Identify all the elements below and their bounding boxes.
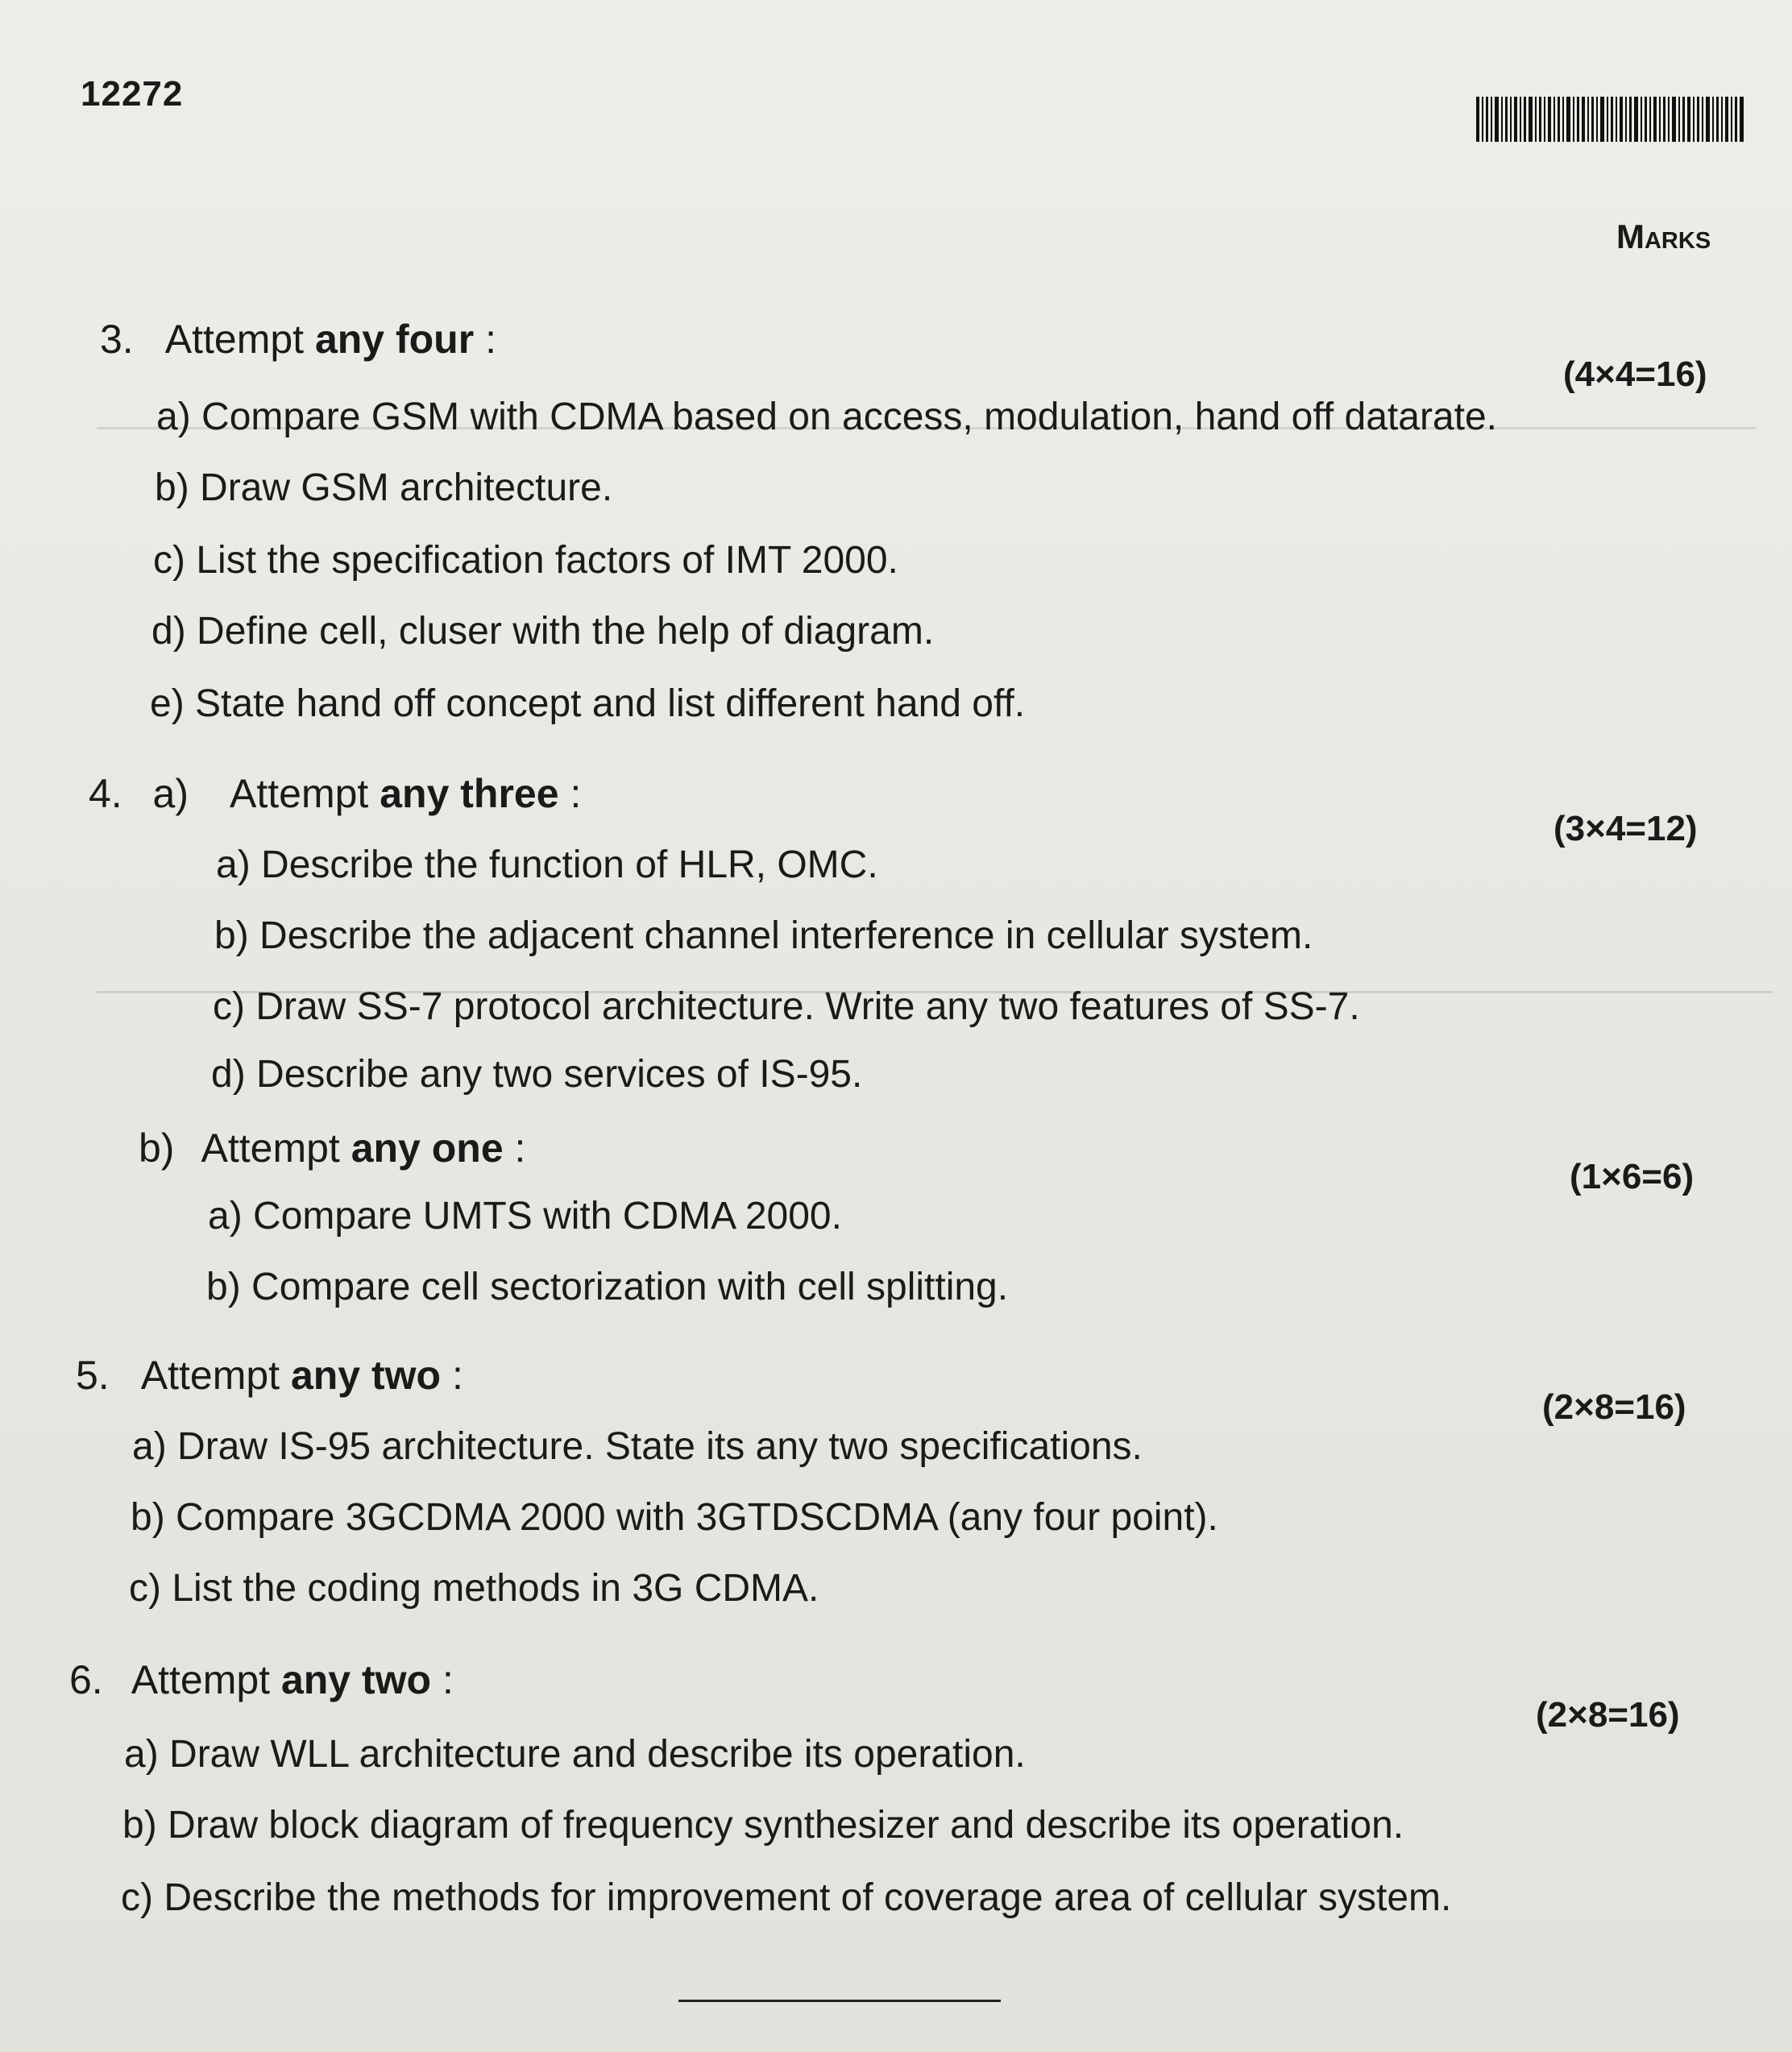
- item-label: b): [155, 466, 189, 509]
- question-emphasis: any two: [290, 1353, 442, 1398]
- item-text: Compare GSM with CDMA based on access, modulation, hand off datarate.: [201, 396, 1497, 438]
- item-label: c): [129, 1567, 161, 1610]
- question-emphasis: any two: [280, 1657, 432, 1702]
- item-text: Draw SS-7 protocol architecture. Write any two features of SS-7.: [255, 985, 1360, 1028]
- item-text: Describe any two services of IS-95.: [256, 1053, 863, 1096]
- q6-item-a: [124, 1732, 1026, 1776]
- question-suffix: :: [503, 1125, 526, 1171]
- question-suffix: :: [441, 1353, 463, 1398]
- question-emphasis: any one: [351, 1125, 504, 1171]
- question-suffix: :: [431, 1657, 454, 1702]
- question-prefix: Attempt: [230, 771, 380, 816]
- marks-heading: Marks: [1616, 218, 1711, 255]
- question-number: 4.: [89, 771, 122, 816]
- q4b-item-b: [206, 1265, 1008, 1309]
- item-label: c): [213, 985, 245, 1028]
- question-4b-heading: [139, 1125, 525, 1171]
- item-text: Describe the methods for improvement of coverage area of cellular system.: [164, 1876, 1452, 1919]
- question-emphasis: any four: [314, 317, 475, 362]
- paper-code: 12272: [81, 74, 184, 114]
- question-3-marks: (4×4=16): [1563, 354, 1707, 394]
- item-text: Draw IS-95 architecture. State its any two specifications.: [177, 1425, 1143, 1468]
- question-6-heading: [69, 1656, 454, 1703]
- question-number: 5.: [76, 1353, 110, 1398]
- question-suffix: :: [558, 771, 582, 816]
- question-number: 6.: [69, 1657, 103, 1702]
- q4b-item-a: [208, 1194, 842, 1238]
- item-text: List the specification factors of IMT 2000.: [196, 539, 898, 582]
- item-text: Describe the function of HLR, OMC.: [261, 844, 878, 886]
- item-label: b): [214, 914, 249, 957]
- item-text: Compare 3GCDMA 2000 with 3GTDSCDMA (any four point).: [176, 1496, 1218, 1539]
- question-prefix: Attempt: [140, 1353, 291, 1398]
- item-label: c): [121, 1876, 153, 1919]
- question-5-heading: [76, 1352, 463, 1399]
- q5-item-a: [132, 1424, 1143, 1469]
- end-rule: [678, 2000, 1001, 2002]
- item-text: Compare UMTS with CDMA 2000.: [253, 1195, 842, 1237]
- question-suffix: :: [474, 317, 496, 362]
- item-label: a): [216, 844, 251, 886]
- question-4-heading: [89, 770, 581, 817]
- q5-item-c: [129, 1566, 819, 1611]
- item-label: a): [124, 1733, 159, 1776]
- barcode: [1476, 97, 1744, 142]
- item-label: b): [122, 1804, 157, 1847]
- item-text: Draw block diagram of frequency synthesizer and describe its operation.: [168, 1804, 1404, 1847]
- q4a-item-d: [211, 1052, 862, 1096]
- q3-item-d: [151, 609, 934, 653]
- q3-item-a: [156, 395, 1497, 439]
- item-label: a): [156, 396, 191, 438]
- item-label: d): [211, 1053, 246, 1096]
- question-number: 3.: [100, 317, 134, 362]
- item-label: b): [131, 1496, 165, 1539]
- part-label: a): [152, 771, 189, 816]
- question-4a-marks: (3×4=12): [1553, 809, 1698, 848]
- question-5-marks: (2×8=16): [1542, 1387, 1686, 1427]
- item-text: Define cell, cluser with the help of diagram.: [197, 610, 935, 653]
- q4a-item-a: [216, 843, 878, 887]
- item-label: d): [151, 610, 186, 653]
- item-text: List the coding methods in 3G CDMA.: [172, 1567, 819, 1610]
- q4a-item-b: [214, 914, 1313, 958]
- q6-item-b: [122, 1803, 1404, 1847]
- q3-item-c: [153, 538, 898, 582]
- item-label: e): [150, 682, 185, 725]
- question-6-marks: (2×8=16): [1536, 1695, 1680, 1735]
- question-3-heading: [100, 316, 496, 363]
- question-emphasis: any three: [380, 771, 559, 816]
- question-prefix: Attempt: [131, 1657, 281, 1702]
- part-label: b): [139, 1125, 175, 1171]
- q4a-item-c: [213, 985, 1360, 1029]
- item-text: Describe the adjacent channel interference in cellular system.: [259, 914, 1313, 957]
- q5-item-b: [131, 1495, 1218, 1540]
- question-prefix: Attempt: [201, 1125, 351, 1171]
- q3-item-b: [155, 466, 612, 510]
- item-label: b): [206, 1266, 241, 1308]
- question-prefix: Attempt: [164, 317, 315, 362]
- item-label: a): [208, 1195, 243, 1237]
- item-text: Compare cell sectorization with cell splitting.: [251, 1266, 1009, 1308]
- item-label: a): [132, 1425, 167, 1468]
- item-text: Draw WLL architecture and describe its operation.: [169, 1733, 1026, 1776]
- item-label: c): [153, 539, 185, 582]
- q6-item-c: [121, 1876, 1451, 1920]
- item-text: Draw GSM architecture.: [200, 466, 613, 509]
- q3-item-e: [150, 682, 1025, 726]
- question-4b-marks: (1×6=6): [1570, 1157, 1695, 1196]
- item-text: State hand off concept and list different hand off.: [195, 682, 1026, 725]
